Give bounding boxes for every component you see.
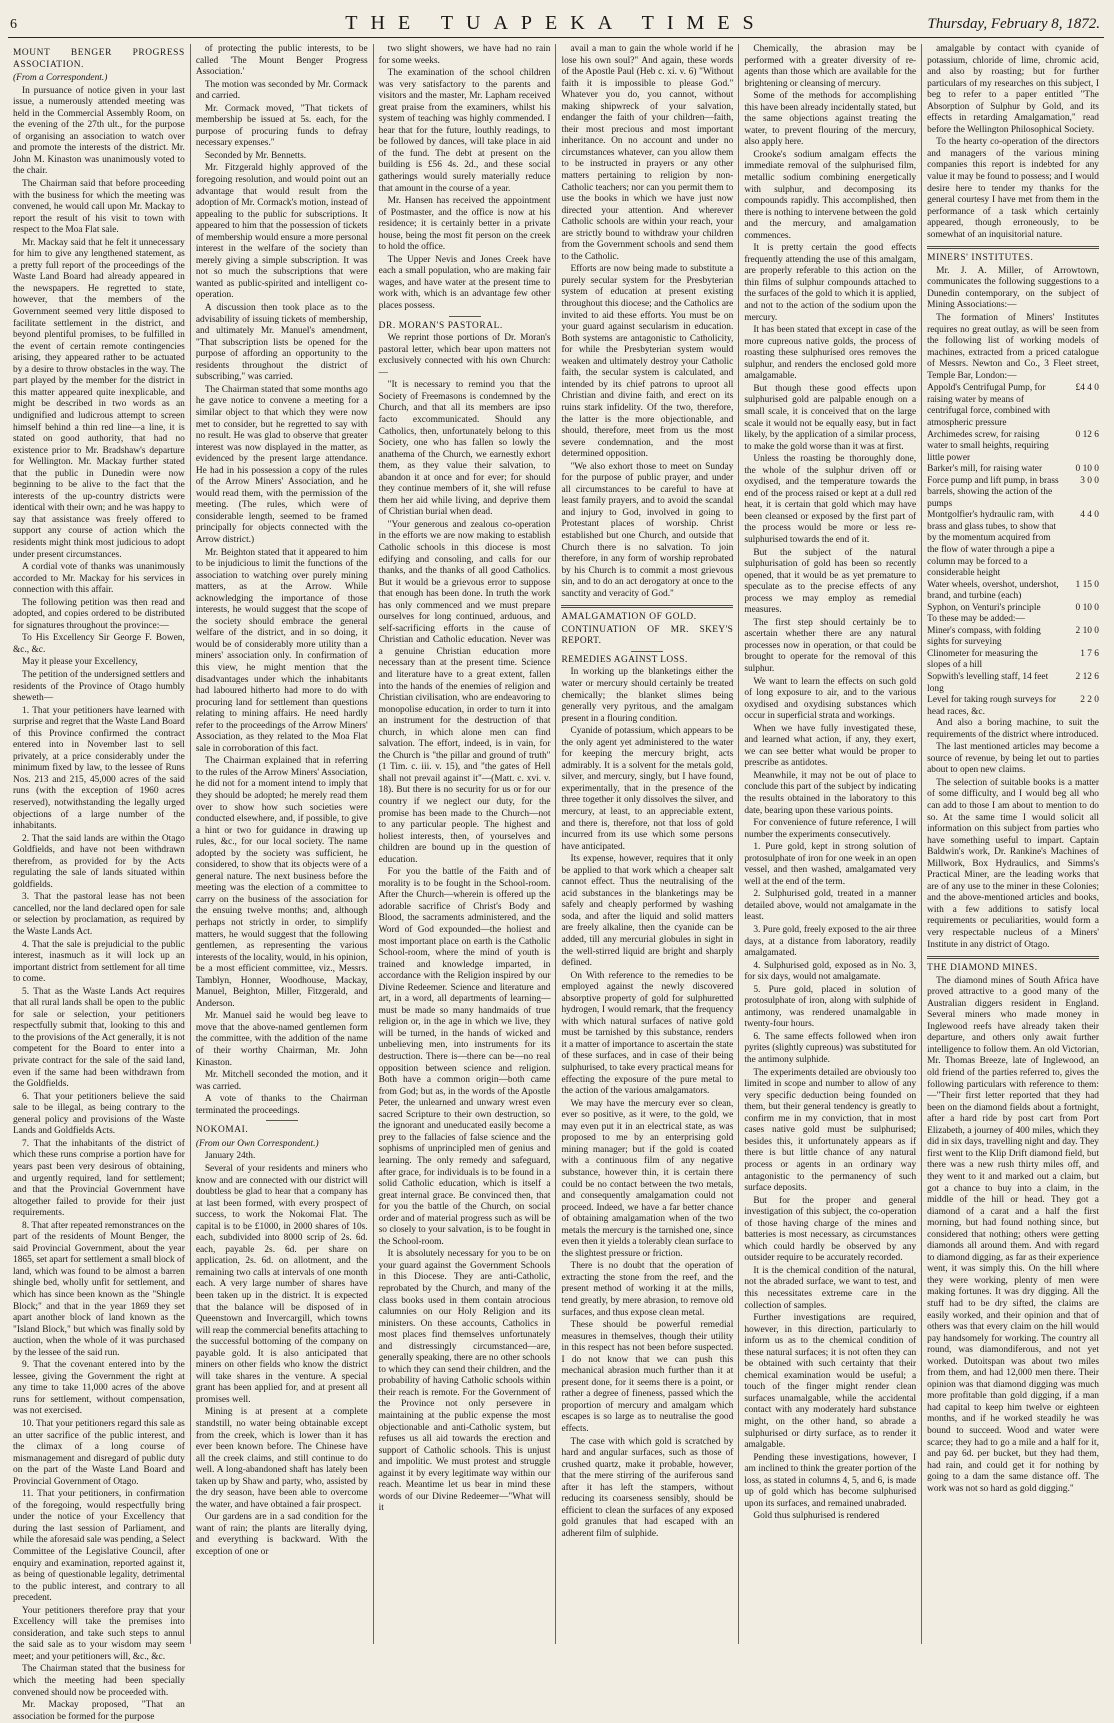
paragraph: For convenience of future reference, I will number the experiments consecutively. — [744, 818, 917, 840]
paragraph: A cordial vote of thanks was unanimously accorded to Mr. Mackay for his services in connection with this affair. — [13, 562, 185, 596]
paragraph: Mr. J. A. Miller, of Arrowtown, communicates the following suggestions to a Dunedin contemporary, on the subject of Mining Associations:— — [927, 265, 1099, 311]
paragraph: The Chairman stated that the business for which the meeting had been specially convened should now be proceeded with. — [13, 1664, 185, 1698]
price-item-name: Barker's mill, for raising water — [927, 464, 1043, 475]
paragraph: "It is necessary to remind you that the Society of Freemasons is condemned by the Church, and that all its members are ipso facto excommunicated. Should any Catholics, then, unfortunately belong to this Society, one who has fallen so lowly the anathema of the Church, we earnestly exhort them, as they value their salvation, to abandon it at once and for ever; for should they continue members of it, she will refuse them her aid while living, and deprive them of Christian burial when dead. — [378, 380, 551, 518]
paragraph: Crooke's sodium amalgam effects the immediate removal of the sulphurised film, metallic sodium combining energetically with sulphur, and decomposing its compounds rapidly. This accomplished, then there is nothing to intervene between the gold and the mercury, and amalgamation commences. — [744, 149, 917, 241]
paragraph: It is absolutely necessary for you to be on your guard against the Government Schools in this Diocese. They are anti-Catholic, reprobated by the Church, and many of the class books used in them contain atrocious calumnies on our Holy Religion and its ministers. On these accounts, Catholics in most places find themselves unfortunately and distressingly circumstanced—are, generally speaking, there are no other schools to which they can send their children, and the probability of having Catholic schools within their reach is remote. For the Government of the Province not only persevere in maintaining at the public expense the most objectionable and anti-Catholic system, but refuses us all aid towards the erection and support of Catholic schools. This is unjust and impolitic. We must protest and struggle against it by every legitimate way within our reach. Meantime let us bear in mind these words of our Divine Redeemer—"What will it — [378, 1249, 551, 1514]
paragraph: There is no doubt that the operation of extracting the stone from the reef, and the present method of working it at the mills, tend greatly, by mere abrasion, to remove old surfaces, and thus expose clean metal. — [561, 1261, 734, 1318]
paragraph: 8. That after repeated remonstrances on the part of the residents of Mount Benger, the said Provincial Government, about the year 1865, set apart for settlement a small block of land, which was found to be almost a barren shingle bed, wholly unfit for settlement, and which has since been known as the "Shingle Block;" and that in the year 1869 they set apart another block of land known as the "Island Block," but which was finally sold by auction, when the whole of it was purchased by the lessee of the said run. — [13, 1220, 185, 1358]
price-item-name: Sopwith's levelling staff, 14 feet long — [927, 671, 1049, 694]
paragraph: Mr. Fitzgerald highly approved of the foregoing resolution, and would point out an advantage that would result from the adoption of Mr. Cormack's motion, instead of appealing to the public for subscriptions. It appeared to him that the possession of tickets of membership would ensure a more personal interest in the welfare of the society than merely giving a simple subscription. It was not so much the subscriptions that were wanted as public-spirited and intelligent co-operation. — [195, 163, 368, 301]
paragraph: A discussion then took place as to the advisability of issuing tickets of membership, and ultimately Mr. Manuel's amendment, "That subscription lists be opened for the purpose of affording an opportunity to the residents throughout the district of subscribing," was carried. — [195, 303, 368, 383]
paragraph: Some of the methods for accomplishing this have been already incidentally stated, but the same objections against treating the water, to prevent flouring of the mercury, also apply here. — [744, 91, 917, 148]
price-item-name: Force pump and lift pump, in brass barrels, showing the action of the pumps — [927, 475, 1059, 509]
paragraph: These should be powerful remedial measures in themselves, though their utility in this respect has not been before suspected. I do not know that we can push this mechanical abrasion much further than it at present done, for it seems there is a point, or rather a degree of fineness, passed which the proportion of mercury and amalgam which escapes is so large as to neutralise the good effects. — [561, 1320, 734, 1434]
paragraph: A vote of thanks to the Chairman terminated the proceedings. — [195, 1094, 368, 1116]
paragraph: "Your generous and zealous co-operation in the efforts we are now making to establish Catholic schools in this diocese is most edifying and consoling, and calls for our thanks, and the thanks of all good Catholics. But it would be a grievous error to suppose that enough has been done. In truth the work has only commenced and we must prepare ourselves for long continued, arduous, and self-sacrificing efforts in the cause of Christian and Catholic education. Never was a genuine Christian education more necessary than at the present time. Science and literature have to a great extent, fallen into the hands of the enemies of religion and Christian civilisation, who are endeavoring to monopolise education, in order to turn it into an instrument for the destruction of that church, in which alone men can find salvation. The effort, indeed, is in vain, for the Church is "the pillar and ground of truth" (1 Tim. c. iii. v. 15), and "the gates of Hell shall not prevail against it"—(Matt. c. xvi. v. 18). But there is no security for us or for our country if we neglect our duty, for the promise has been made to the Church—not to any particular people. The highest and holiest interests, then, of yourselves and children are bound up in the question of education. — [378, 519, 551, 865]
paragraph: We want to learn the effects on such gold of long exposure to air, and to the various oxydised and oxydising substances which occur in superficial strata and workings. — [744, 676, 917, 722]
paragraph: 5. Pure gold, placed in solution of protosulphate of iron, along with sulphide of antimony, was rendered unamalgable in twenty-four hours. — [744, 984, 917, 1030]
paragraph: The examination of the school children was very satisfactory to the parents and visitors and the master, Mr. Lapham received great praise from the examiners, whilst his system of teaching was highly commended. I hear that for the future, louthly readings, to be followed by dances, will take place in aid of the fund. The debt at present on the building is £56 4s. 2d., and these social gatherings would surely materially reduce that amount in the course of a year. — [378, 68, 551, 194]
price-item-name: Miner's compass, with folding sights for surveying — [927, 625, 1041, 648]
article-headline: AMALGAMATION OF GOLD. — [561, 612, 697, 623]
paragraph: The following petition was then read and adopted, and copies ordered to be distributed for signatures throughout the province:— — [13, 597, 185, 631]
paragraph: In pursuance of notice given in your last issue, a numerously attended meeting was held in the Commercial Assembly Room, on the evening of the 27th ult., for the purpose of organising an association to watch over and promote the interests of the district. Mr. John M. Kinaston was unanimously voted to the chair. — [13, 85, 185, 177]
issue-date: Thursday, February 8, 1872. — [927, 16, 1100, 32]
paragraph: Mr. Mitchell seconded the motion, and it was carried. — [195, 1070, 368, 1092]
paragraph: Mr. Mackay said that he felt it unnecessary for him to give any lengthened statement, as a pretty full report of the proceedings of the Waste Land Board had already appeared in the newspapers. He regretted to state, however, that the members of the Government seemed very little disposed to facilitate settlement in the district, and beyond plentiful promises, to be fulfilled in the event of certain remote contingencies arising, they appeared rather to be actuated by a desire to throw obstacles in the way. The part played by the member for the district in this matter appeared quite inexplicable, and might be described in two words as an undignified and ludicrous attempt to screen himself behind a thin red line—a line, it is stated on good authority, that had no existence prior to Mr. Bradshaw's departure for Wellington. Mr. Mackay further stated that the public in Dunedin were now beginning to be alive to the fact that the interests of the up-country districts were identical with their own; and he was happy to say that assistance was freely offered to support any course of action which the residents might think most judicious to adopt under present circumstances. — [13, 237, 185, 560]
paragraph: To His Excellency Sir George F. Bowen, &c., &c. — [13, 633, 185, 655]
paragraph: It is the chemical condition of the natural, not the abraded surface, we want to test, and this necessitates extreme care in the collection of samples. — [744, 1265, 917, 1311]
paragraph: avail a man to gain the whole world if he lose his own soul?" And again, these words of the Apostle Paul (Heb c. xi. v. 6) "Without faith it is impossible to please God." Whatever you do, you cannot, without making shipwreck of your salvation, endanger the faith of your children—faith, their most precious and most important inheritance. On no account and under no circumstances whatever, can you allow them to be instructed in prayers or any other matters pertaining to religion by non-Catholic teachers; nor can you permit them to use the books in which we have just now directed your attention. And wherever Catholic schools are within your reach, your are strictly bound to withdraw your children from the Government schools and send them to the Catholic. — [561, 44, 734, 262]
paragraph: Chemically, the abrasion may be performed with a greater diversity of re-agents than those which are available for the brightening or cleansing of mercury. — [744, 44, 917, 89]
price-list-item — [927, 580, 1099, 603]
paragraph: The last mentioned articles may become a source of revenue, by being let out to parties about to open new claims. — [927, 742, 1099, 776]
paragraph: It has been stated that except in case of the more cupreous native golds, the process of roasting these sulphurised ores removes the sulphur, and renders the enclosed gold more amalgamable. — [744, 325, 917, 382]
paragraph: We may have the mercury ever so clean, ever so positive, as it were, to the gold, we may even put it in an electrical state, as was proposed to me by an enterprising gold mining manager; but if the gold is coated with a continuous film of any negative substance, however thin, it is certain there could be no contact between the two metals, and consequently amalgamation could not proceed. Indeed, we have a far better chance of obtaining amalgamation when of the two metals the mercury is the tarnished one, since even then it yields a tolerably clean surface to the slightest pressure or friction. — [561, 1098, 734, 1259]
section-divider — [266, 1120, 298, 1121]
article-headline: DR. MORAN'S PASTORAL. — [378, 320, 503, 331]
paragraph: Its expense, however, requires that it only be applied to that work which a cheaper salt cannot effect. Thus the neutralising of the acid substances in the blanketings may be safely and cheaply performed by washing soda, and after the liquid and solid matters are freely alkaline, then the cyanide can be added, till any mercurial globules in sight in the well-stirred liquid are bright and sharply defined. — [561, 854, 734, 969]
paragraph: To the hearty co-operation of the directors and managers of the various mining companies this report is indebted for any value it may be found to possess; and I would desire here to tender my thanks for the general courtesy I have met from them in the performance of a task which certainly appeared, though erroneously, to be somewhat of an inquisitorial nature. — [927, 137, 1099, 240]
paragraph: The motion was seconded by Mr. Cormack and carried. — [195, 79, 368, 102]
paragraph: The Upper Nevis and Jones Creek have each a small population, who are making fair wages, and have water at the present time to work with, which is an advantage few other places possess. — [378, 254, 551, 312]
price-item-value: 2 2 0 — [1080, 695, 1099, 706]
paragraph: The selection of suitable books is a matter of some difficulty, and I would beg all who can add to those I am about to mention to do so. At the same time I would solicit all information on this subject from parties who have something useful to impart. Captain Baldwin's work, Dr. Rankine's Machines of Millwork, Box Hydraulics, and Simms's Practical Miner, are the leading works that are of any use to the miner in these Colonies; and the above-mentioned articles and books, with a few additions to satisfy local requirements or peculiarities, would form a very respectable nucleus of a Miners' Institute in any district of Otago. — [927, 777, 1099, 950]
paragraph: "We also exhort those to meet on Sunday for the purpose of public prayer, and under all circumstances to be careful to have at least family prayers, and to avoid the scandal and injury to God, involved in going to Protestant places of worship. Christ established but one Church, and outside that Church there is no salvation. To join therefore, in any form of worship reprobated by his Church is to commit a most grievous sin, and to do an act derogatory at once to the sanctity and veracity of God." — [561, 461, 734, 599]
paragraph: Our gardens are in a sad condition for the want of rain; the plants are literally dying, and everything is backward. With the exception of one or — [195, 1512, 368, 1557]
price-item-name: Montgolfier's hydraulic ram, with brass and glass tubes, to show that by the momentum acquired from the flow of water through a pipe a column may be forced to a considerable height — [927, 510, 1057, 579]
paragraph: May it please your Excellency, — [22, 657, 138, 668]
column-1 — [8, 44, 191, 1722]
price-item-value: 2 12 6 — [1075, 671, 1099, 682]
price-list-item — [927, 614, 1099, 626]
price-item-name: Water wheels, overshot, undershot, brand, and turbine (each) — [927, 579, 1059, 602]
article-headline: THE DIAMOND MINES. — [927, 963, 1038, 974]
paragraph: Mining is at present at a complete standstill, no water being obtainable except from the creek, which is lower than it has ever been known before. The Chinese have all the creek claims, and still continue to do well. A long-abandoned shaft has lately been taken up by Shaw and party, who, assisted by the dry season, have been able to overcome the water, and have obtained a fair prospect. — [195, 1407, 368, 1510]
article-byline: (From our Own Correspondent.) — [195, 1138, 319, 1149]
paragraph: 3. Pure gold, freely exposed to the air three days, at a distance from laboratory, readily amalgamated. — [744, 925, 917, 959]
price-item-name: To these may be added:— — [927, 614, 1025, 625]
price-list-item — [927, 510, 1099, 579]
paragraph: Seconded by Mr. Bennetts. — [204, 150, 307, 161]
price-item-name: Syphon, on Venturi's principle — [927, 602, 1041, 613]
paragraph: On With reference to the remedies to be employed against the newly discovered absorptive property of gold for sulphuretted hydrogen, I would remark, that the frequency with which natural surfaces of native gold must be tarnished by this substance, renders it a matter of importance to ascertain the state of these surfaces, and in case of their being sulphurised, to take every practical means for effecting the exposure of the pure metal to the action of the various amalgamators. — [561, 970, 734, 1097]
paragraph: Mr. Cormack moved, "That tickets of membership be issued at 5s. each, for the purpose of procuring funds to defray necessary expenses." — [195, 103, 368, 149]
price-list-item — [927, 603, 1099, 615]
page-number: 6 — [10, 17, 17, 32]
double-rule-divider — [927, 246, 1099, 249]
paragraph: When we have fully investigated these, and learned what action, if any, they exert, we can see better what would be proper to prescribe as antidotes. — [744, 723, 917, 769]
paragraph: 11. That your petitioners, in confirmation of the foregoing, would respectfully bring under the notice of your Excellency that during the last session of Parliament, and while the aforesaid sale was pending, a Select Committee of the Legislative Council, after enquiry and examination, reported against it, as being of questionable legality, detrimental to the public interest, and contrary to all precedent. — [13, 1489, 185, 1604]
price-item-name: Appold's Centrifugal Pump, for raising water by means of centrifugal force, combined with atmospheric pressure — [927, 383, 1051, 428]
column-2 — [191, 44, 374, 1644]
price-item-value: 2 10 0 — [1075, 625, 1099, 636]
paragraph: The formation of Miners' Institutes requires no great outlay, as will be seen from the following list of working models of machines, extracted from a priced catalogue of Messrs. Newton and Co., 3 Fleet street, Temple Bar, London:— — [927, 313, 1099, 381]
paragraph: Cyanide of potassium, which appears to be the only agent yet administered to the water for keeping the mercury bright, acts admirably. It is a solvent for the metals gold, silver, and mercury, singly, but I have found, experimentally, that in the presence of the three together it only dissolves the silver, and mercury, at least, to an appreciable extent, and there is, therefore, not that loss of gold incurred from its use which some persons have anticipated. — [561, 726, 734, 852]
paragraph: January 24th. — [204, 1151, 256, 1162]
column-3 — [374, 44, 557, 1644]
column-5 — [739, 44, 922, 1644]
article-subheading: CONTINUATION OF MR. SKEY'S REPORT. — [561, 624, 734, 647]
paragraph: It is pretty certain the good effects frequently attending the use of this amalgam, are properly referable to this action on the thin films of sulphur compounds attached to the surfaces of the gold to which it is applied, and not to the action of the sodium upon the mercury. — [744, 243, 917, 323]
price-list-item — [927, 464, 1099, 476]
paragraph: Pending these investigations, however, I am inclined to think the greater portion of the loss, as stated in columns 4, 5, and 6, is made up of gold which has become sulphurised upon its surfaces, and remained unabraded. — [744, 1452, 917, 1509]
price-list-item — [927, 672, 1099, 695]
paragraph: And also a boring machine, to suit the requirements of the district where introduced. — [927, 718, 1099, 740]
paragraph: amalgable by contact with cyanide of potassium, chloride of lime, chromic acid, and also by roasting; but for further particulars of my researches on this subject, I beg to refer to a paper entitled "The Absorption of Sulphur by Gold, and its effects in retarding Amalgamation," read before the Wellington Philosophical Society. — [927, 44, 1099, 135]
article-subheading: REMEDIES AGAINST LOSS. — [561, 654, 688, 665]
price-item-value: 0 10 0 — [1075, 602, 1099, 613]
paragraph: 1. Pure gold, kept in strong solution of protosulphate of iron for one week in an open vessel, and then washed, amalgamated very well at the end of the term. — [744, 842, 917, 887]
price-item-value: 1 15 0 — [1075, 579, 1099, 590]
price-item-value: 4 4 0 — [1080, 510, 1099, 521]
paragraph: The Chairman stated that some months ago he gave notice to convene a meeting for a similar object to that which they were now met to consider, but he regretted to say with no result. He was glad to observe that greater interest was now displayed in the matter, as evidenced by the present large attendance. He had in his possession a copy of the rules of the Arrow Miners' Association, and he would read them, with the permission of the meeting. (The rules, which were of considerable length, seemed to be framed principally for objects connected with the Arrow district.) — [195, 384, 368, 545]
price-list — [927, 383, 1099, 718]
paragraph: Mr. Beighton stated that it appeared to him to be injudicious to limit the functions of the association to watching over purely mining matters, as at the Arrow. While acknowledging the importance of those interests, he would suggest that the scope of the society should embrace the general welfare of the district, and in so doing, it would be of considerably more utility than a miners' association only. In confirmation of this view, he might mention that the disadvantages under which the inhabitants had laboured hitherto had more to do with procuring land for settlement than questions relating to mining affairs. He need hardly refer to the proceedings of the Arrow Miners' Association, as they related to the Moa Flat sale in corroboration of this fact. — [195, 547, 368, 754]
paragraph: But though these good effects upon sulphurised gold are palpable enough on a small scale, it is conceived that on the large scale it would not be equally easy, but in fact likely, by the application of a similar process, to make the gold worse than it was at first. — [744, 383, 917, 452]
paragraph: Several of your residents and miners who know and are connected with our district will doubtless be glad to hear that a company has at last been formed, with every prospect of success, to work the Nokomai Flat. The capital is to be £1000, in 2000 shares of 10s. each, subdivided into 8000 scrip of 2s. 6d. each, payable 2s. 6d. per share on application, 2s. 6d. on allotment, and the remaining two calls at intervals of one month each. A very large number of shares have been taken up in the district. It is expected that the balance will be disposed of in Queenstown and Invercargill, which towns will reap the commercial benefits attaching to the successful bottoming of the company on payable gold. It is also anticipated that miners on other fields who know the district will take shares in the venture. A special grant has been applied for, and at present all promises well. — [195, 1163, 368, 1405]
paragraph: The petition of the undersigned settlers and residents of the Province of Otago humbly sheweth— — [13, 669, 185, 704]
price-item-value: £4 4 0 — [1075, 383, 1099, 394]
paragraph: Gold thus sulphurised is rendered — [753, 1511, 880, 1522]
col6-intro — [927, 44, 1099, 382]
paragraph: Further investigations are required, however, in this direction, particularly to inform us as to the chemical condition of these natural surfaces; it is not often they can be obtained with such certainty that their chemical examination would be useful; a touch of the finger might render clean surfaces unamalgable, while the accidental contact with any moderately hard substance might, on the other hand, so abrade a sulphurised or dirty surface, as to render it amalgable. — [744, 1313, 917, 1451]
double-rule-divider — [927, 956, 1099, 959]
paragraph: 2. Sulphurised gold, treated in a manner detailed above, would not amalgamate in the least. — [744, 889, 917, 923]
section-divider — [449, 316, 481, 317]
paragraph: Mr. Manuel said he would beg leave to move that the above-named gentlemen form the committee, with the addition of the name of their worthy Chairman, Mr. John Kinaston. — [195, 1011, 368, 1068]
price-item-value: 3 0 0 — [1080, 475, 1099, 486]
article-headline: MOUNT BENGER PROGRESS ASSOCIATION. — [13, 48, 185, 70]
paragraph: 3. That the pastoral lease has not been cancelled, nor the land declared open for sale or selection by proclamation, as required by the Waste Lands Act. — [13, 892, 185, 938]
paragraph: Mr. Mackay proposed, "That an association be formed for the purpose — [13, 1700, 185, 1722]
col6-continued — [927, 718, 1099, 1495]
price-list-item — [927, 383, 1099, 429]
paragraph: For you the battle of the Faith and of morality is to be fought in the School-room. After the Church—wherein is offered up the adorable sacrifice of Christ's Body and Blood, the sacraments administered, and the Word of God expounded—the holiest and most important place on earth is the Catholic School-room, where the mind of youth is trained and knowledge imparted, in accordance with the Religion inspired by our Divine Redeemer. Science and literature and art, in a word, all departments of learning—must be made so many handmaids of true religion or, in the age in which we live, they will be turned, in the hands of wicked and unbelieving men, into instruments for its destruction. There is—there can be—no real opposition between science and religion. Both have a common origin—both came from God; but as, in the words of the Apostle Peter, the unlearned and unwary wrest even sacred Scripture to their own destruction, so the ignorant and uneducated easily become a prey to the fallacies of false science and the sophisms of unprincipled men of genius and learning. The only remedy and safeguard, after grace, for individuals is to be found in a solid Catholic education, which is itself a great internal grace. Be convinced then, that for you the battle of the Church, on social order and of material progress such as will be so closely to your salvation, is to be fought in the School-room. — [378, 867, 551, 1247]
price-list-item — [927, 695, 1099, 718]
paragraph: Meanwhile, it may not be out of place to conclude this part of the subject by indicating the results obtained in the laboratory to this date, bearing upon these various points. — [744, 770, 917, 816]
column-6 — [922, 44, 1104, 1644]
price-list-item — [927, 476, 1099, 511]
paragraph: 4. That the sale is prejudicial to the public interest, inasmuch as it will lock up an important district from settlement for all time to come. — [13, 939, 185, 985]
price-list-item — [927, 626, 1099, 649]
price-list-item — [927, 649, 1099, 672]
paragraph: The diamond mines of South Africa have proved attractive to a good many of the Australian diggers resident in England. Several miners who made money in Inglewood reefs have already taken their departure, and others only await further intelligence to follow them. An old Victorian, Mr. Thomas Breeze, late of Inglewood, an old friend of the parties referred to, gives the following particulars with reference to them:—"Their first letter reported that they had been on the diamond fields about a fortnight, after a hard ride by post cart from Port Elizabeth, a journey of 400 miles, which they did in six days, travelling night and day. They first went to the Klip Drift diamond field, but there was a new rush thirty miles off, and they went to it and marked out a claim, but got a chance to buy into a claim, in the middle of the hill or head. They got a diamond of a carat and a half the first morning, but had found nothing since, but considered that nothing; others were getting diamonds all around them. And with regard to diamond digging, as far as their experience went, it was simply this. On the hill where they were working, plenty of men were making fortunes. It was dry digging. All the stuff had to be dry sifted, the claims are easily worked, and their opinion and that of others was that every claim on the hill would pay handsomely for working. The country all round, was diamondiferous, and not yet worked. Dutoitspan was about two miles from them, and had 12,000 men there. Their opinion was that diamond digging was much more profitable than gold digging, if a man had capital to keep him twelve or eighteen months, and if he worked steadily he was bound to succeed. Wood and water were scarce; they had to go a mile and a half for it, and pay 6d. per bucket, but they had them, had rain, and could get it for nothing by going to a dam the same distance off. The work was not so hard as gold digging." — [927, 975, 1099, 1494]
article-columns — [8, 44, 1104, 1722]
paragraph: two slight showers, we have had no rain for some weeks. — [378, 44, 551, 66]
paragraph: 9. That the covenant entered into by the lessee, giving the Government the right at any time to take 11,000 acres of the above runs for settlement, without compensation, was not exercised. — [13, 1360, 185, 1417]
paragraph: Efforts are now being made to substitute a purely secular system for the Presbyterian system of education at present existing throughout this diocese; and the Catholics are invited to aid these efforts. You must be on your guard against secularism in education. Both systems are antagonistic to Catholicity, for while the Presbyterian system would weaken and ultimately destroy your Catholic faith, the secular system is calculated, and intended by its chief patrons to uproot all Christian and divine faith, and erect on its ruins stark infidelity. Of the two, therefore, the latter is the more objectionable, and should, therefore, meet from us the most severe condemnation, and the most determined opposition. — [561, 264, 734, 460]
paragraph: The case with which gold is scratched by hard and angular surfaces, such as those of crushed quartz, make it probable, however, that the mere stirring of the auriferous sand after it has left the stampers, without reducing its coarseness sensibly, should be efficient to clean the surfaces of any exposed gold granules that had escaped with an adherent film of sulphide. — [561, 1436, 734, 1539]
paragraph: 2. That the said lands are within the Otago Goldfields, and have not been withdrawn therefrom, as provided for by the Acts regulating the sale of lands situated within goldfields. — [13, 833, 185, 890]
paragraph: 4. Sulphurised gold, exposed as in No. 3, for six days, would not amalgamate. — [744, 960, 917, 983]
paragraph: But the subject of the natural sulphurisation of gold has been so recently opened, that it would be as yet premature to speculate as to the precise effects of any process we may employ as remedial measures. — [744, 547, 917, 616]
paragraph: 7. That the inhabitants of the district of which these runs comprise a portion have for years past been very desirous of obtaining, and urgently required, land for settlement; and that the Provincial Government have altogether failed to provide for their just requirements. — [13, 1138, 185, 1219]
paragraph: The Chairman said that before proceeding with the business for which the meeting was convened, he would call upon Mr. Mackay to report the result of his visit to town with respect to the Moa Flat sale. — [13, 179, 185, 236]
paragraph: We reprint those portions of Dr. Moran's pastoral letter, which bear upon matters not exclusively connected with his own Church:— — [378, 333, 551, 378]
price-item-name: Clinometer for measuring the slopes of a hill — [927, 648, 1038, 671]
article-headline: MINERS' INSTITUTES. — [927, 253, 1034, 264]
price-list-item — [927, 430, 1099, 465]
article-headline: NOKOMAI. — [195, 1125, 249, 1136]
paragraph: The Chairman explained that in referring to the rules of the Arrow Miners' Association, he did not for a moment intend to imply that they should be adopted; he merely read them over to show how such societies were conducted elsewhere, and, if possible, to give a hint or two for guidance in drawing up rules, &c., for our local society. The name adopted by the society was sufficient, he considered, to show that its objects were of a general nature. The next business before the meeting was the election of a committee to carry on the business of the association for the ensuing twelve months; and, although perhaps not strictly in order, to simplify matters, he would suggest that the following gentlemen, as representing the various interests of the locality, would, in his opinion, be a most efficient committee, viz., Messrs. Tamblyn, Honner, Woodhouse, Mackay, Manuel, Beighton, Miller, Fitzgerald, and Anderson. — [195, 756, 368, 1009]
paragraph: 6. That your petitioners believe the said sale to be illegal, as being contrary to the general policy and provisions of the Waste Lands and Goldfields Acts. — [13, 1091, 185, 1137]
paragraph: 6. The same effects followed when iron pyrites (slightly cupreous) was substituted for the antimony sulphide. — [744, 1031, 917, 1066]
paragraph: Your petitioners therefore pray that your Excellency will take the premises into consideration, and take such steps to annul the said sale as to your wisdom may seem meet; and your petitioners will, &c., &c. — [13, 1605, 185, 1662]
paragraph: Unless the roasting be thoroughly done, the whole of the sulphur driven off or oxydised, and the temperature towards the end of the process raised or kept at a dull red heat, it is certain that gold which may have been cleansed or exposed by the first part of the process would be more or less re-sulphurised towards the end of it. — [744, 454, 917, 545]
newspaper-title: THE TUAPEKA TIMES — [345, 12, 767, 34]
price-item-value: 1 7 6 — [1080, 648, 1099, 659]
masthead — [8, 8, 1104, 38]
paragraph: 1. That your petitioners have learned with surprise and regret that the Waste Land Board of this Province confirmed the contract entered into in November last to sell privately, at a price considerably under the minimum fixed by law, to the lessee of Runs Nos. 213 and 215, 45,000 acres of the said runs (with the exception of 1960 acres reserved), notwithstanding the legally urged objections of a large number of the inhabitants. — [13, 705, 185, 832]
price-item-value: 0 12 6 — [1075, 429, 1099, 440]
paragraph: The experiments detailed are obviously too limited in scope and number to allow of any very specific deduction being founded on them, but their general tendency is greatly to confirm me in my conviction, that in most cases native gold must be sulphurised; besides this, it unfortunately appears as if there is but little chance of any natural process or agents in an ordinary way antagonistic to the permanency of such surface deposits. — [744, 1067, 917, 1194]
column-4 — [556, 44, 739, 1644]
paragraph: of protecting the public interests, to be called 'The Mount Benger Progress Association.' — [195, 44, 368, 78]
price-item-name: Level for taking rough surveys for head races, &c. — [927, 695, 1057, 717]
paragraph: Mr. Hansen has received the appointment of Postmaster, and the office is now at his residence; it is certainly better in a private house, being the most fit person on the creek to hold the office. — [378, 196, 551, 253]
paragraph: But for the proper and general investigation of this subject, the co-operation of those having charge of the mines and batteries is most necessary, as circumstances which could hardly be observed by any outsider require to be accurately recorded. — [744, 1195, 917, 1264]
paragraph: 5. That as the Waste Lands Act requires that all rural lands shall be open to the public for sale or selection, your petitioners respectfully submit that, looking to this and to the provisions of the Act generally, it is not competent for the Board to enter into a private contract for the sale of the said land, even if the same had been withdrawn from the Goldfields. — [13, 986, 185, 1090]
paragraph: In working up the blanketings either the water or mercury should certainly be treated chemically; the blanket slimes being generally very pyritous, and the amalgam present in a flouring condition. — [561, 667, 734, 724]
price-item-value: 0 10 0 — [1075, 464, 1099, 475]
price-item-name: Archimedes screw, for raising water to small heights, requiring little power — [927, 429, 1049, 463]
article-byline: (From a Correspondent.) — [13, 73, 108, 84]
section-divider — [631, 651, 663, 652]
paragraph: 10. That your petitioners regard this sale as an utter sacrifice of the public interest, and the climax of a long course of mismanagement and disregard of public duty on the part of the Waste Land Board and Provincial Government of Otago. — [13, 1418, 185, 1487]
double-rule-divider — [561, 605, 733, 608]
paragraph: The first step should certainly be to ascertain whether there are any natural processes now in operation, or that could be brought to operate for the removal of this sulphur. — [744, 617, 917, 674]
